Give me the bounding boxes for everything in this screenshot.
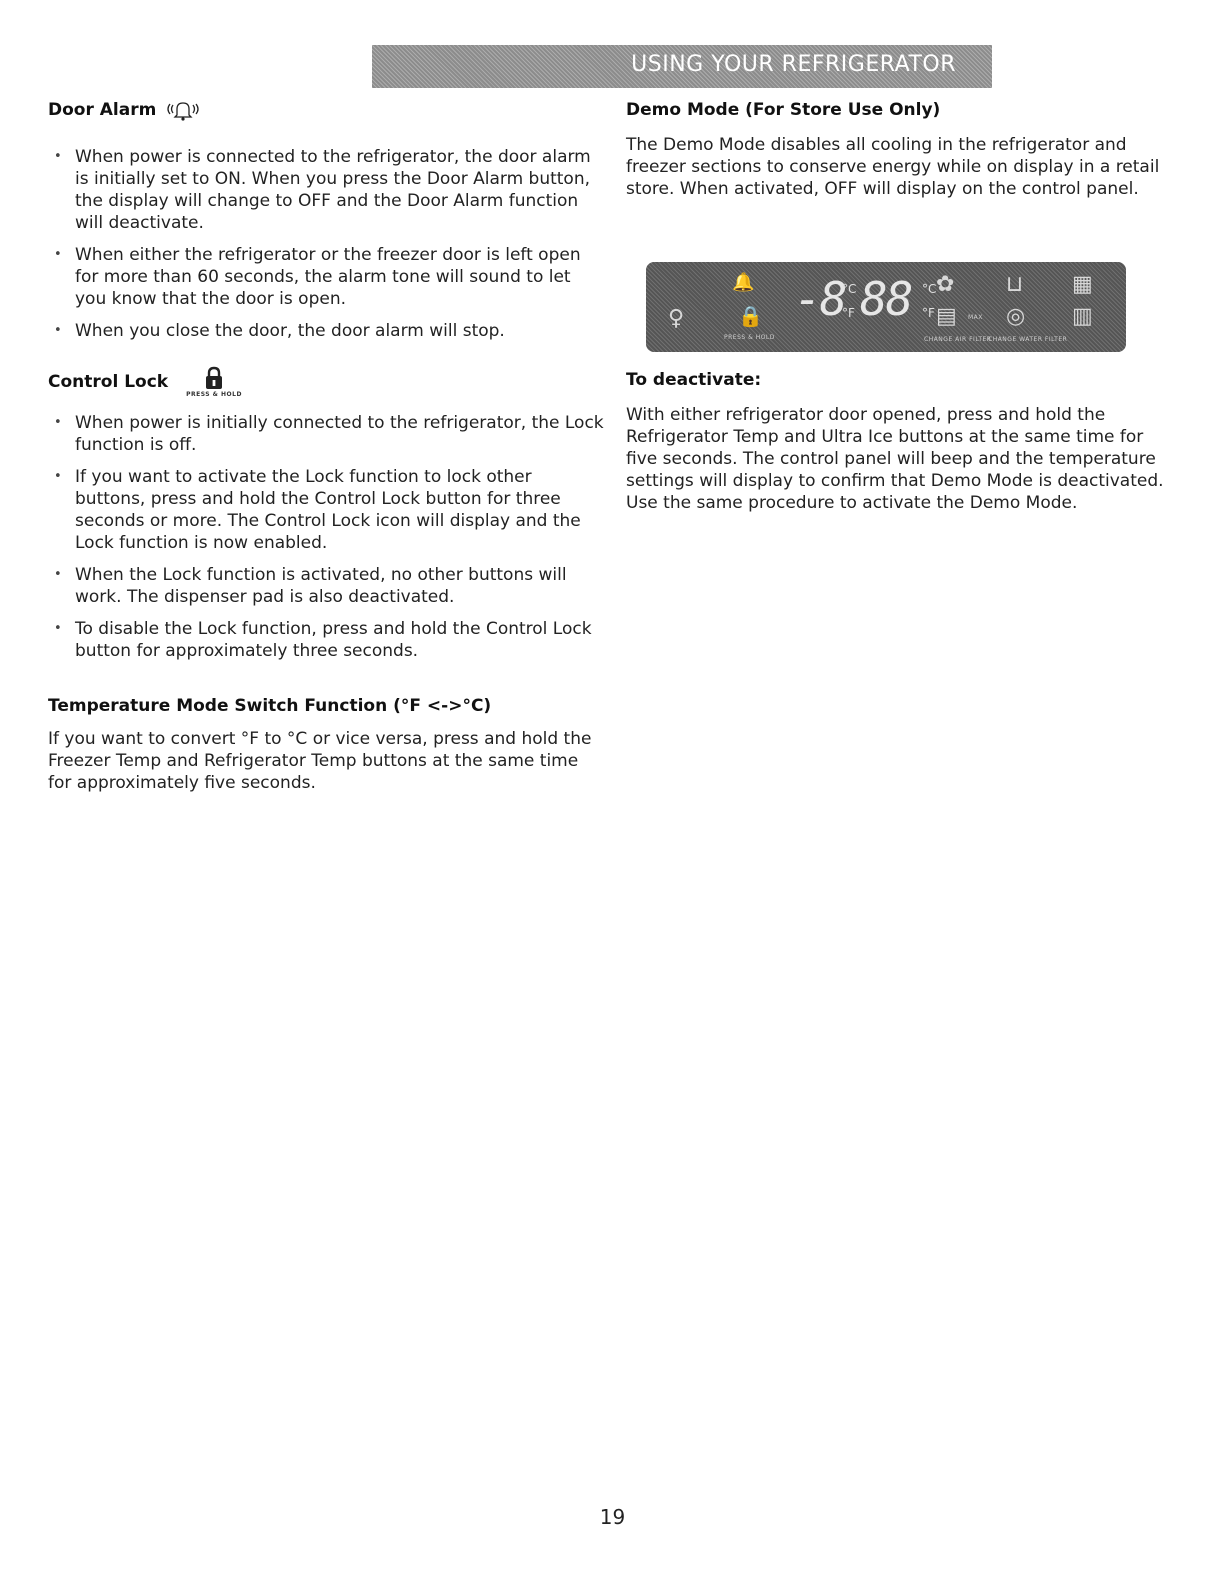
max-label: MAX xyxy=(968,314,983,321)
list-item: • When power is initially connected to the refrigerator, the Lock function is off. xyxy=(48,412,604,456)
list-item: • When the Lock function is activated, no other buttons will work. The dispenser pad is also deactivated. xyxy=(48,564,604,608)
demo-mode-heading xyxy=(626,100,1174,120)
panel-lock-icon: 🔒 xyxy=(738,304,763,328)
temp-mode-title: Temperature Mode Switch Function (°F <->°C) xyxy=(48,696,492,716)
demo-mode-body: The Demo Mode disables all cooling in the refrigerator and freezer sections to conserve energy while on display in a retail store. When activated, OFF will display on the control panel. xyxy=(626,135,1160,199)
bulb-icon: ♀ xyxy=(668,306,685,331)
fridge-temp-display: 88 xyxy=(860,272,912,326)
freezer-temp-display: -8 xyxy=(794,272,846,326)
air-filter-icon: ▤ xyxy=(936,304,957,329)
change-water-filter-label: CHANGE WATER FILTER xyxy=(988,336,1068,343)
crushed-ice-icon: ▥ xyxy=(1072,304,1093,329)
demo-mode-title: Demo Mode (For Store Use Only) xyxy=(626,100,941,120)
control-lock-title: Control Lock xyxy=(48,372,169,392)
page-number: 19 xyxy=(599,1505,626,1529)
deactivate-body: With either refrigerator door opened, press and hold the Refrigerator Temp and Ultra Ice buttons at the same time for five seconds. The control panel will beep and the temperature settings will display to confirm that Demo Mode is deactivated. Use the same procedure to activate the Demo Mode. xyxy=(626,405,1164,513)
control-panel-image xyxy=(646,262,1126,352)
door-alarm-heading xyxy=(48,100,604,122)
temp-mode-heading xyxy=(48,696,604,716)
door-alarm-title: Door Alarm xyxy=(48,100,157,120)
list-item: • To disable the Lock function, press and hold the Control Lock button for approximately three seconds. xyxy=(48,618,604,662)
temp-mode-body: If you want to convert °F to °C or vice versa, press and hold the Freezer Temp and Refrigerator Temp buttons at the same time for approximately five seconds. xyxy=(48,729,592,793)
deactivate-title: To deactivate: xyxy=(626,370,762,390)
water-filter-icon: ◎ xyxy=(1006,304,1026,329)
list-item: • When either the refrigerator or the freezer door is left open for more than 60 seconds, the alarm tone will sound to let you know that the door is open. xyxy=(48,244,604,310)
deactivate-heading xyxy=(626,370,1174,390)
door-alarm-list xyxy=(48,146,604,342)
list-item: • If you want to activate the Lock function to lock other buttons, press and hold the Control Lock button for three seconds or more. The Control Lock icon will display and the Lock function is now enabled. xyxy=(48,466,604,554)
panel-bell-icon: 🔔 xyxy=(732,272,755,293)
control-lock-heading xyxy=(48,372,604,398)
fan-icon: ✿ xyxy=(936,272,955,297)
section-header-title: USING YOUR REFRIGERATOR xyxy=(631,52,956,77)
change-air-filter-label: CHANGE AIR FILTER xyxy=(924,336,992,343)
list-item: • When you close the door, the door alarm will stop. xyxy=(48,320,604,342)
fridge-unit-c: °C xyxy=(922,282,937,296)
cubed-ice-icon: ▦ xyxy=(1072,272,1093,297)
freezer-unit-c: °C xyxy=(842,282,857,296)
freezer-unit-f: °F xyxy=(842,306,855,320)
bell-icon xyxy=(162,100,204,122)
panel-press-hold-label: PRESS & HOLD xyxy=(724,334,775,341)
fridge-unit-f: °F xyxy=(922,306,935,320)
list-item: • When power is connected to the refrigerator, the door alarm is initially set to ON. When you press the Door Alarm button, the display will change to OFF and the Door Alarm function will deactivate. xyxy=(48,146,604,234)
ice-bin-icon: ⊔ xyxy=(1006,272,1024,297)
lock-icon xyxy=(186,366,242,398)
section-header-bar xyxy=(372,45,992,88)
left-column xyxy=(48,100,604,794)
control-lock-list xyxy=(48,412,604,662)
press-hold-caption: PRESS & HOLD xyxy=(186,391,242,398)
